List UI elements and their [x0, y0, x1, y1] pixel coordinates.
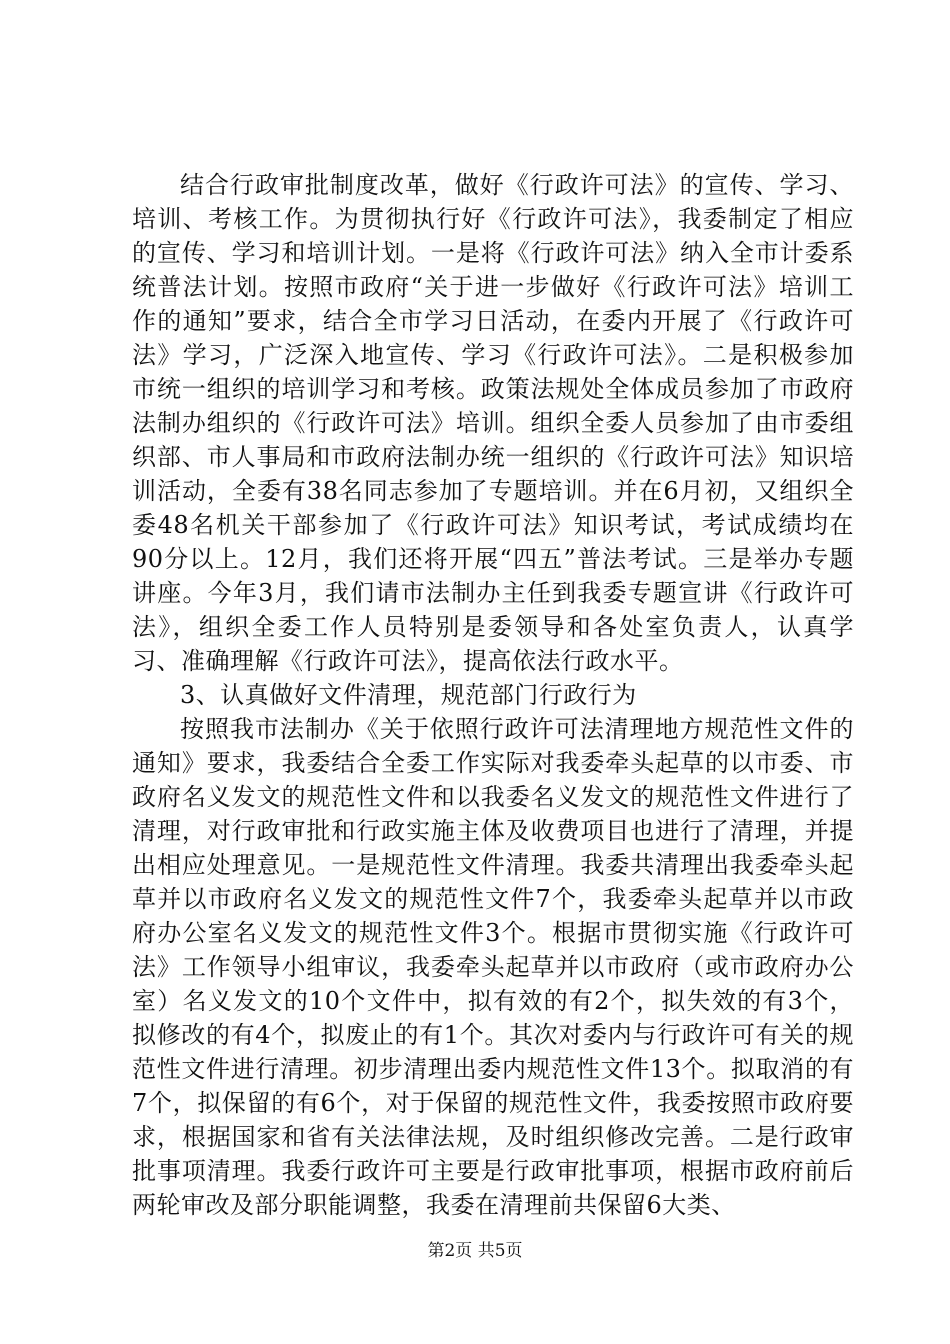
page-footer: 第2页 共5页 — [427, 1241, 523, 1261]
paragraph-file-cleanup: 按照我市法制办《关于依照行政许可法清理地方规范性文件的通知》要求，我委结合全委工作实际对我委牵头起草的以市委、市政府名义发文的规范性文件和以我委名义发文的规范性文件进行了清理，对行政审批和行政实施主体及收费项目也进行了清理，并提出相应处理意见。一是规范性文件清理。我委共清理出我委牵头起草并以市政府名义发文的规范性文件7个，我委牵头起草并以市政府办公室名义发文的规范性文件3个。根据市贯彻实施《行政许可法》工作领导小组审议，我委牵头起草并以市政府（或市政府办公室）名义发文的10个文件中，拟有效的有2个，拟失效的有3个，拟修改的有4个，拟废止的有1个。其次对委内与行政许可有关的规范性文件进行清理。初步清理出委内规范性文件13个。拟取消的有7个，拟保留的有6个，对于保留的规范性文件，我委按照市政府要求，根据国家和省有关法律法规，及时组织修改完善。二是行政审批事项清理。我委行政许可主要是行政审批事项，根据市政府前后两轮审改及部分职能调整，我委在清理前共保留6大类、 — [132, 715, 854, 1219]
paragraph-training: 结合行政审批制度改革，做好《行政许可法》的宣传、学习、培训、考核工作。为贯彻执行好《行政许可法》，我委制定了相应的宣传、学习和培训计划。一是将《行政许可法》纳入全市计委系统普法计划。按照市政府“关于进一步做好《行政许可法》培训工作的通知”要求，结合全市学习日活动，在委内开展了《行政许可法》学习，广泛深入地宣传、学习《行政许可法》。二是积极参加市统一组织的培训学习和考核。政策法规处全体成员参加了市政府法制办组织的《行政许可法》培训。组织全委人员参加了由市委组织部、市人事局和市政府法制办统一组织的《行政许可法》知识培训活动，全委有38名同志参加了专题培训。并在6月初，又组织全委48名机关干部参加了《行政许可法》知识考试，考试成绩均在90分以上。12月，我们还将开展“四五”普法考试。三是举办专题讲座。今年3月，我们请市法制办主任到我委专题宣讲《行政许可法》，组织全委工作人员特别是委领导和各处室负责人，认真学习、准确理解《行政许可法》，提高依法行政水平。 — [132, 171, 854, 675]
section-heading: 3、认真做好文件清理，规范部门行政行为 — [180, 681, 637, 709]
document-body — [132, 168, 854, 1222]
